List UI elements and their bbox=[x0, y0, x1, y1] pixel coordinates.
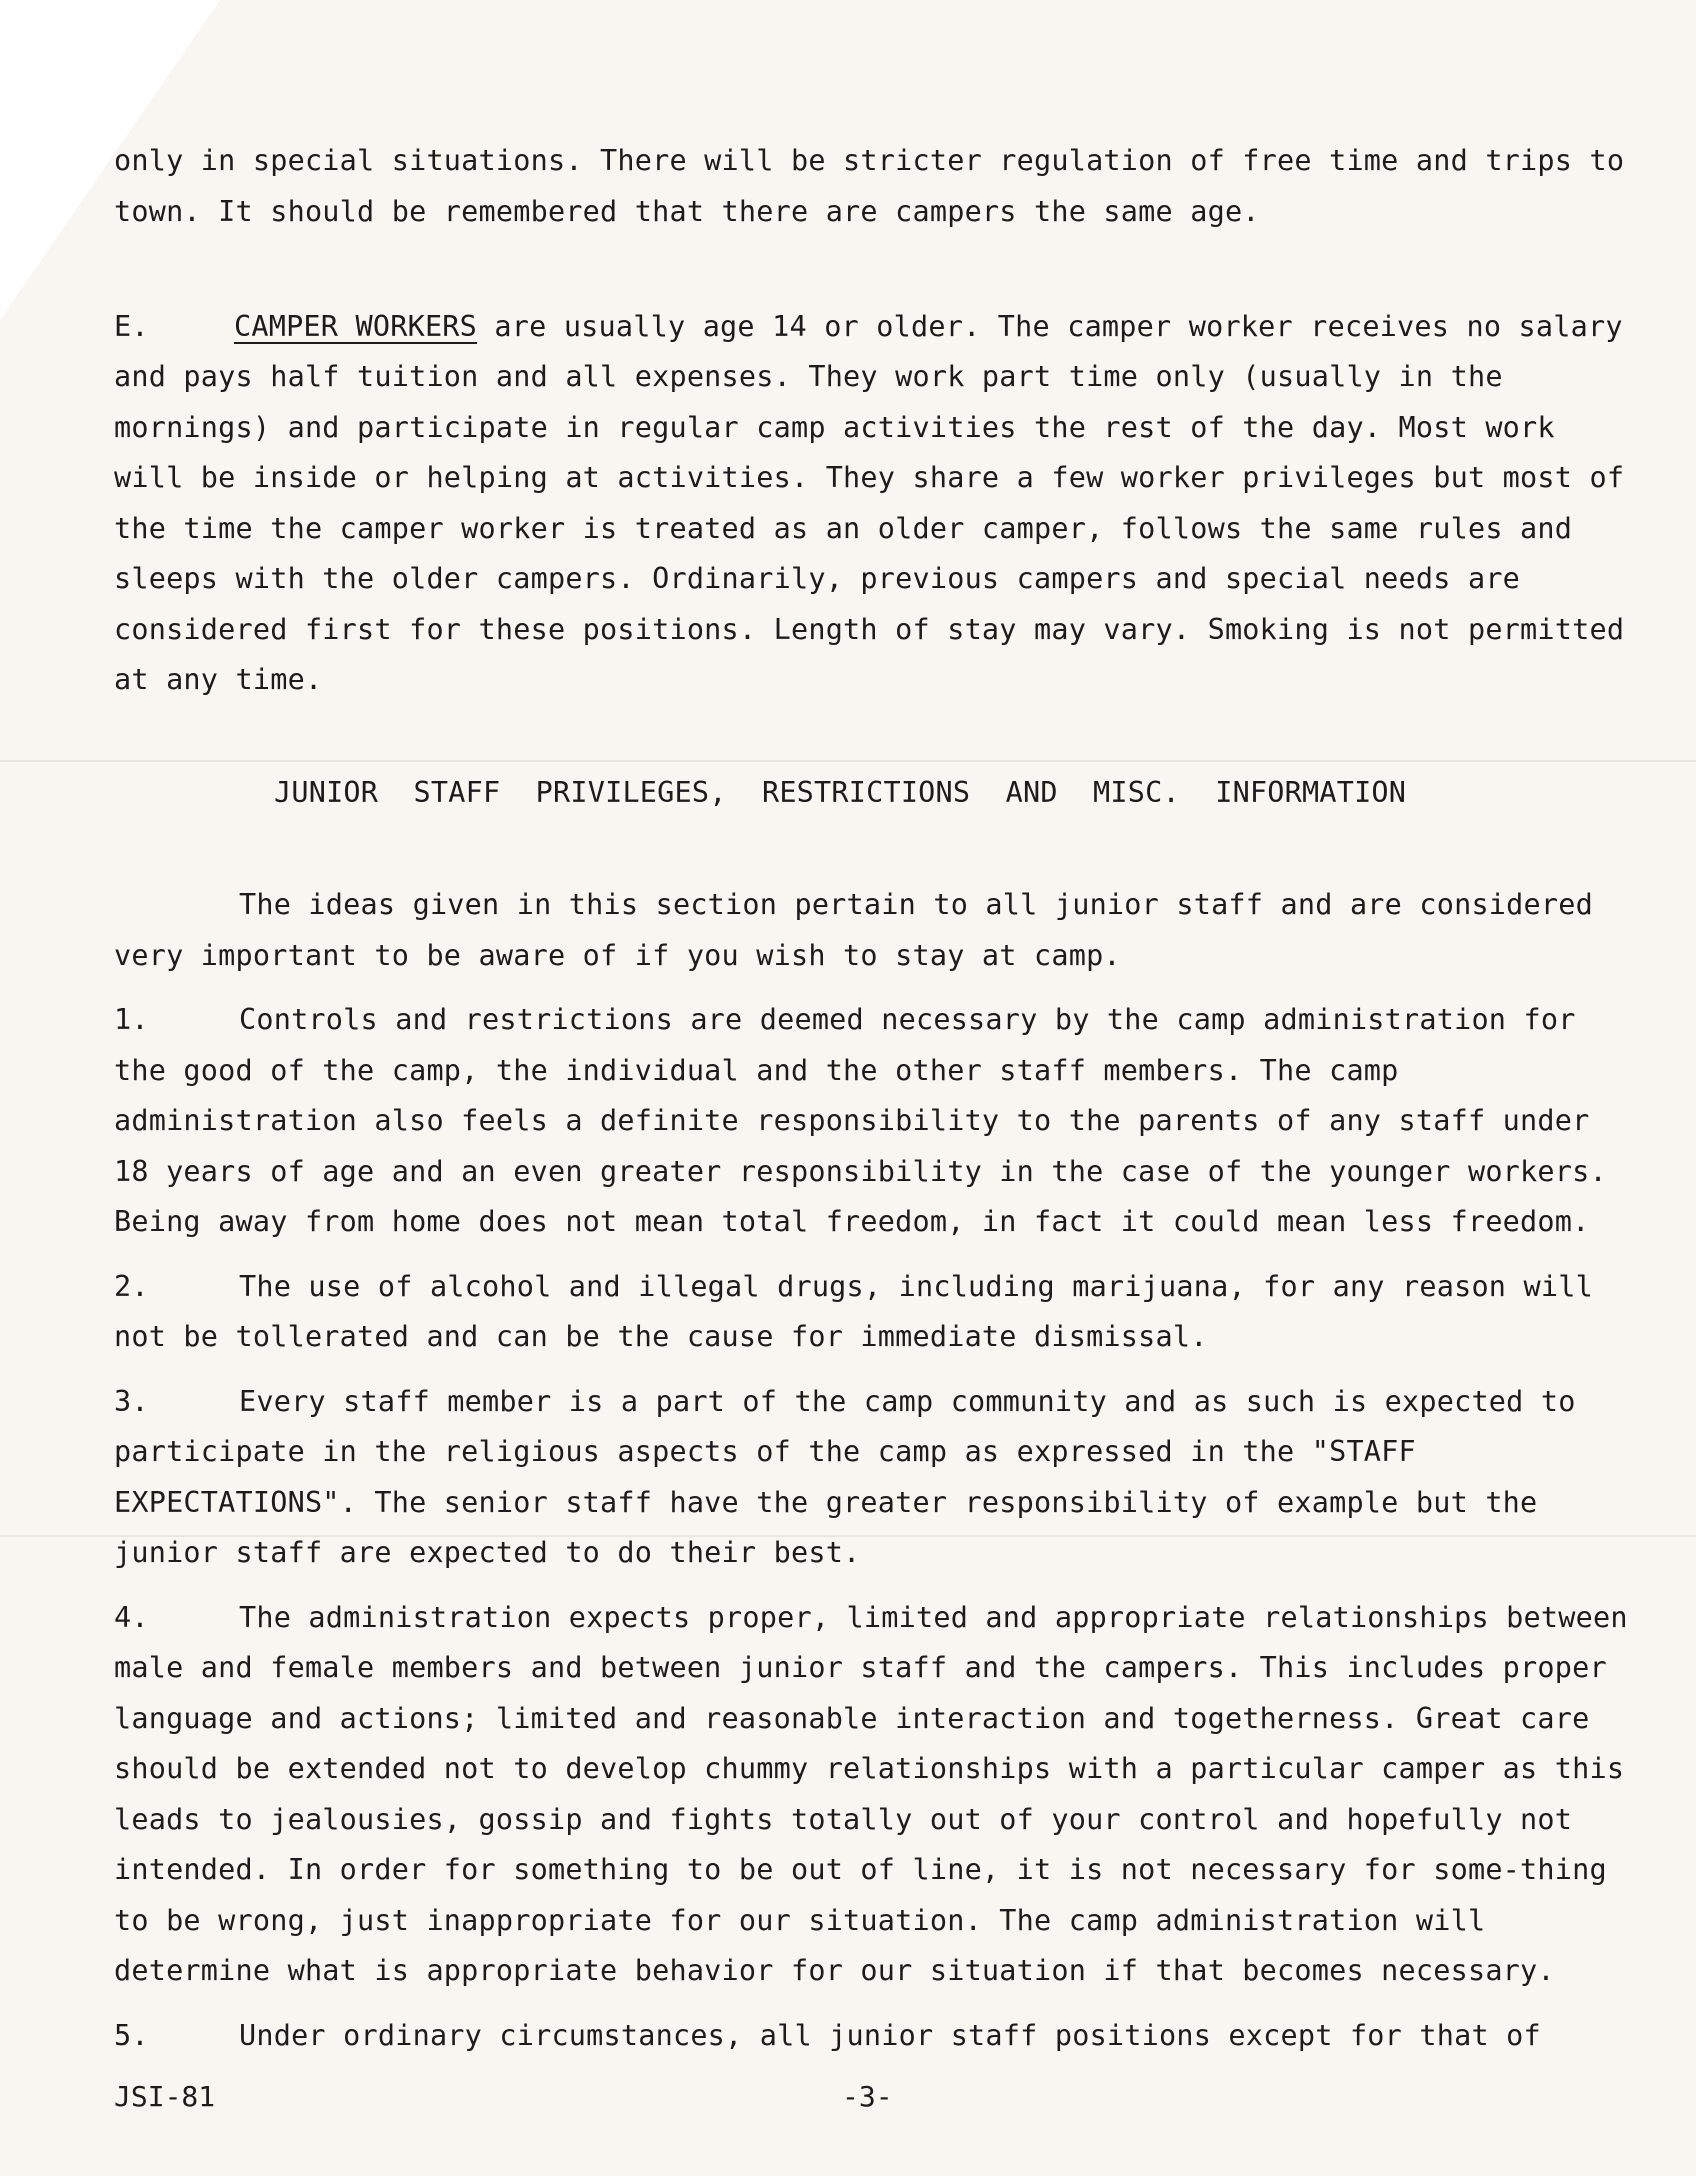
list-item bbox=[114, 1262, 1634, 1363]
list-item bbox=[114, 2011, 1634, 2062]
item-number: 1. bbox=[114, 1003, 149, 1036]
list-item bbox=[114, 1377, 1634, 1579]
item-text: The administration expects proper, limited and appropriate relationships between male and female members and between junior staff and the campers. This includes proper language and actions; limited and reasonable interaction and togetherness. Great care should be extended not to develop chummy relationships with a particular camper as this leads to jealousies, gossip and fights totally out of your control and hopefully not intended. In order for something to be out of line, it is not necessary for some-thing to be wrong, just inappropriate for our situation. The camp administration will determine what is appropriate behavior for our situation if that becomes necessary. bbox=[114, 1600, 1628, 1987]
section-e-text: are usually age 14 or older. The camper worker receives no salary and pays half tuition and all expenses. They work part time only (usually in the mornings) and participate in regular camp activities the rest of the day. Most work will be inside or helping at activities. They share a few worker privileges but most of the time the camper worker is treated as an older camper, follows the same rules and sleeps with the older campers. Ordinarily, previous campers and special needs are considered first for these positions. Length of stay may vary. Smoking is not permitted at any time. bbox=[114, 309, 1625, 696]
item-text: Every staff member is a part of the camp community and as such is expected to participate in the religious aspects of the camp as expressed in the "STAFF EXPECTATIONS". The senior staff have the greater responsibility of example but the junior staff are expected to do their best. bbox=[114, 1384, 1576, 1569]
item-number: 3. bbox=[114, 1384, 149, 1418]
document-body bbox=[114, 136, 1634, 2075]
item-number: 2. bbox=[114, 1269, 149, 1303]
intro-paragraph: The ideas given in this section pertain to all junior staff and are considered very important to be aware of if you wish to stay at camp. bbox=[114, 888, 1593, 972]
item-text: The use of alcohol and illegal drugs, including marijuana, for any reason will not be tollerated and can be the cause for immediate dismissal. bbox=[114, 1269, 1593, 1353]
section-e-label: E. bbox=[114, 309, 149, 343]
section-e-paragraph bbox=[114, 251, 1634, 706]
item-text: Controls and restrictions are deemed necessary by the camp administration for the good of the camp, the individual and the other staff members. The camp administration also feels a definite responsibility to the parents of any staff under 18 years of age and an even greater responsibility in the case of the younger workers. Being away from home does not mean total freedom, in fact it could mean less freedom. bbox=[114, 1003, 1607, 1238]
item-number: 4. bbox=[114, 1600, 149, 1634]
list-item bbox=[114, 1593, 1634, 1997]
document-id: JSI-81 bbox=[114, 2080, 216, 2113]
item-text: Under ordinary circumstances, all junior staff positions except for that of bbox=[239, 2018, 1541, 2052]
continuation-paragraph: only in special situations. There will be stricter regulation of free time and trips to town. It should be remembered that there are campers the same age. bbox=[114, 144, 1625, 228]
section-e-title: CAMPER WORKERS bbox=[234, 309, 478, 343]
page-number: -3- bbox=[842, 2080, 893, 2113]
section-heading: JUNIOR STAFF PRIVILEGES, RESTRICTIONS AND MISC. INFORMATION bbox=[274, 775, 1407, 809]
list-item bbox=[114, 995, 1634, 1248]
item-number: 5. bbox=[114, 2018, 149, 2052]
